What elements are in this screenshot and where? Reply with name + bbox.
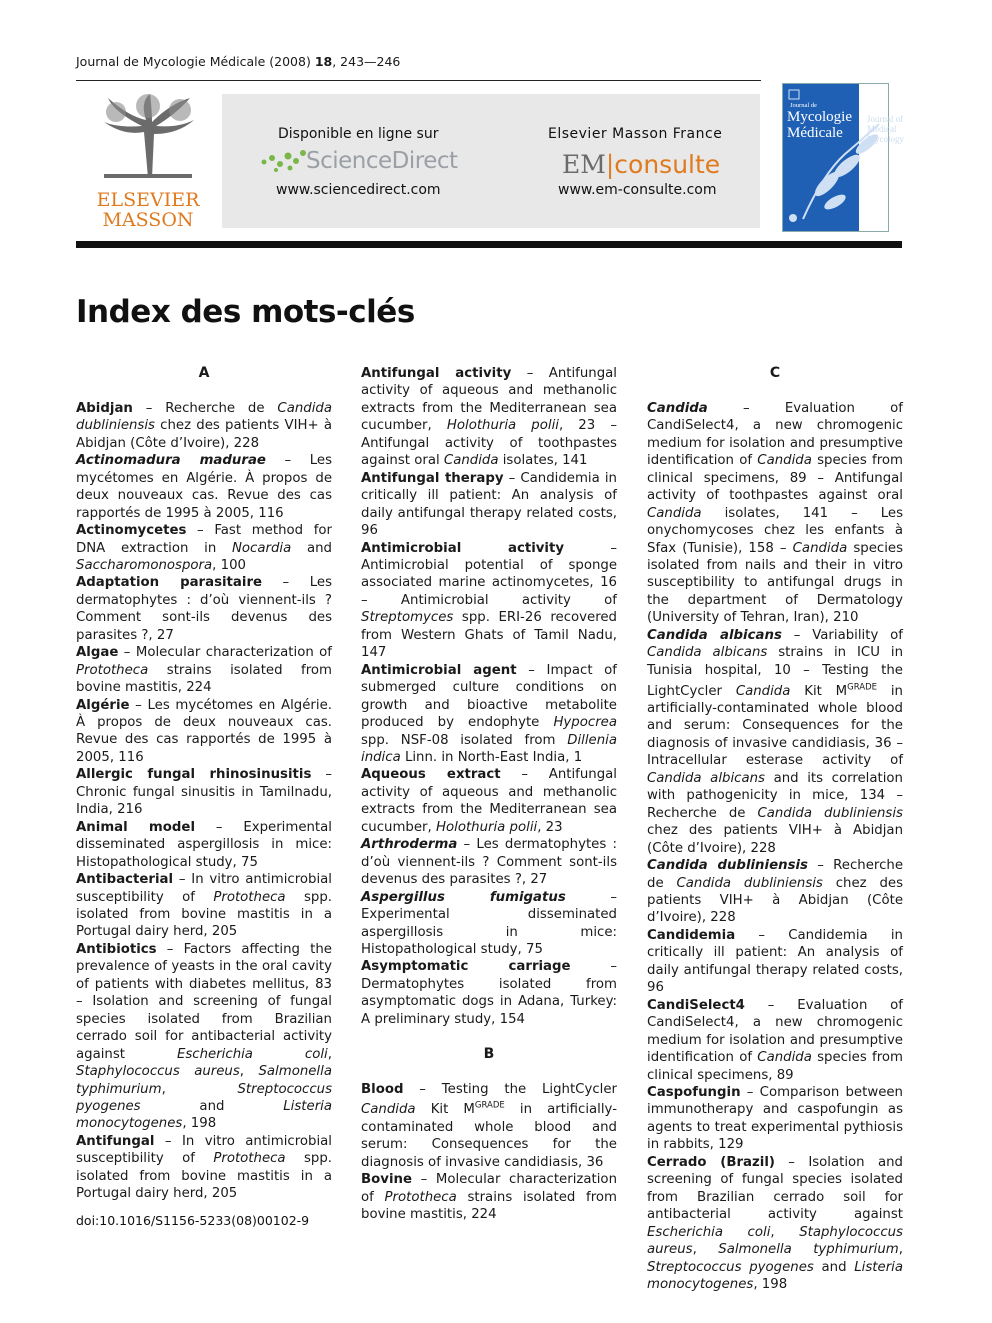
index-entry: Antifungal activity – Antifungal activity of aqueous and methanolic extracts from the Mediterranean sea cucumber, Holothuria polii, 23 – Antifungal activity of toothpastes against oral Candida isolates, 141 [361, 366, 617, 469]
index-entry: Antimicrobial agent – Impact of submerged culture conditions on growth and bioactive metabolite produced by endophyte Hypocrea spp. NSF-08 isolated from Dillenia indica Linn. in North-East India, 1 [361, 662, 617, 765]
index-entry: Antifungal – In vitro antimicrobial susceptibility of Prototheca spp. isolated from bovine mastitis in a Portugal dairy herd, 205 [76, 1133, 333, 1202]
logo-text-line2: MASSON [102, 209, 194, 231]
index-entry: Antibiotics – Factors affecting the prevalence of yeasts in the oral cavity of patients with diabetes mellitus, 83 – Isolation and screening of fungal species isolated from Brazilian cerrado soil for antibacterial activity against Escherichia coli, Staphylococcus aureus, Salmonella typhimurium, Streptococcus pyogenes and Listeria monocytogenes, 198 [76, 941, 332, 1132]
index-entry: Allergic fungal rhinosinusitis – Chronic fungal sinusitis in Tamilnadu, India, 216 [76, 767, 332, 818]
cover-english-title: Journal of Medical Mycology [867, 114, 904, 144]
index-entry: Cerrado (Brazil) – Isolation and screening of fungal species isolated from Brazilian cerrado soil for antibacterial activity against Escherichia coli, Staphylococcus aureus, Salmonella typhimurium, Streptococcus pyogenes and Listeria monocytogenes, 198 [647, 1154, 903, 1292]
section-letter: A [198, 365, 210, 381]
index-entry: Bovine – Molecular characterization of Prototheca strains isolated from bovine mastitis, 224 [361, 1172, 618, 1223]
index-entry: Blood – Testing the LightCycler Candida Kit $M^{GRADE}$ in artificially-contaminated whole blood and serum: Consequences for the diagnosis of invasive candidiasis, 36 [361, 1081, 617, 1170]
index-entry: CandiSelect4 – Evaluation of CandiSelect4, a new chromogenic medium for isolation and presumptive identification of Candida species from clinical specimens, 89 [647, 997, 903, 1083]
cover-small-title: Journal de [790, 102, 817, 109]
index-entry: Asymptomatic carriage – Dermatophytes isolated from asymptomatic dogs in Adana, Turkey: A preliminary study, 154 [361, 959, 617, 1027]
header-rule [76, 80, 761, 81]
index-entry: Actinomycetes – Fast method for DNA extraction in Nocardia and Saccharomonospora, 100 [76, 523, 332, 573]
index-entry: Candida dubliniensis – Recherche de Candida dubliniensis chez des patients VIH+ à Abidjan (Côte d’Ivoire), 228 [647, 858, 903, 926]
doi[interactable]: doi:10.1016/S1156-5233(08)00102-9 [76, 1213, 310, 1228]
index-entry: Animal model – Experimental disseminated aspergillosis in mice: Histopathological study, 75 [76, 819, 332, 870]
sd-url[interactable]: www.sciencedirect.com [276, 182, 441, 198]
index-entry: Antimicrobial activity – Antimicrobial potential of sponge associated marine actinomycetes, 16 – Antimicrobial activity of Streptomyces spp. ERI-26 recovered from Western Ghats of Tamil Nadu, 147 [361, 540, 617, 661]
index-entry: Antibacterial – In vitro antimicrobial susceptibility of Prototheca spp. isolated from bovine mastitis in a Portugal dairy herd, 205 [76, 872, 333, 940]
index-entry: Algérie – Les mycétomes en Algérie. À propos de deux nouveaux cas. Revue des cas rapportés de 1995 à 2005, 116 [76, 697, 332, 765]
index-entry: Candida albicans – Variability of Candida albicans strains in ICU in Tunisia hospital, 10 – Testing the LightCycler Candida Kit $M^{GRADE}$ in artificially-contaminated whole blood and serum: Consequences for the diagnosis of invasive candidiasis, 36 – Intracellular esterase activity of Candida albicans and its correlation with pathogenicity in mice, 134 – Recherche de Candida dubliniensis chez des patients VIH+ à Abidjan (Côte d’Ivoire), 228 [647, 627, 903, 856]
journal-citation: Journal de Mycologie Médicale (2008) 18, 243—246 [76, 54, 401, 69]
index-entry: Aqueous extract – Antifungal activity of aqueous and methanolic extracts from the Mediterranean sea cucumber, Holothuria polii, 23 [361, 767, 617, 835]
index-entry: Adaptation parasitaire – Les dermatophytes : d’où viennent-ils ? Comment sont-ils devenus des parasites ?, 27 [76, 575, 332, 643]
sd-brand: ScienceDirect [306, 148, 458, 174]
title-rule [76, 241, 902, 248]
section-letter: C [769, 365, 781, 381]
page-title: Index des mots-clés [76, 294, 415, 330]
elsevier-masson-logo [90, 90, 206, 232]
em-publisher-label: Elsevier Masson France [548, 126, 723, 142]
cover-main-title: Mycologie Médicale [787, 109, 852, 141]
availability-banner [222, 94, 760, 228]
index-entry: Arthroderma – Les dermatophytes : d’où viennent-ils ? Comment sont-ils devenus des parasites ?, 27 [361, 837, 617, 888]
elsevier-tree-icon [94, 92, 202, 180]
index-entry: Candida – Evaluation of CandiSelect4, a new chromogenic medium for isolation and presumptive identification of Candida species from clinical specimens, 89 – Antifungal activity of toothpastes against oral Candida isolates, 141 – Les onychomycoses chez les enfants à Sfax (Tunisie), 158 – Candida species isolated from nails and their in vitro susceptibility to antifungal drugs in the department of Dermatology (University of Tehran, Iran), 210 [647, 400, 903, 626]
index-column-2 [361, 365, 617, 1224]
section-letter: B [483, 1045, 495, 1062]
index-entry: Candidemia – Candidemia in critically ill patient: An analysis of daily antifungal therapy related costs, 96 [647, 927, 903, 996]
index-entry: Actinomadura madurae – Les mycétomes en Algérie. À propos de deux nouveaux cas. Revue des cas rapportés de 1995 à 2005, 116 [76, 453, 332, 521]
journal-cover [782, 83, 904, 232]
index-entry: Caspofungin – Comparison between immunotherapy and caspofungin as agents to treat experimental pythiosis in rabbits, 129 [647, 1084, 903, 1153]
index-column-1 [76, 365, 332, 1203]
index-entry: Aspergillus fumigatus – Experimental disseminated aspergillosis in mice: Histopathological study, 75 [361, 889, 617, 957]
index-entry: Algae – Molecular characterization of Prototheca strains isolated from bovine mastitis, 224 [76, 645, 332, 696]
index-entry: Antifungal therapy – Candidemia in critically ill patient: An analysis of daily antifungal therapy related costs, 96 [361, 470, 617, 539]
em-url[interactable]: www.em-consulte.com [558, 182, 717, 198]
index-column-3 [647, 365, 903, 1293]
logo-text-line1: ELSEVIER [96, 189, 200, 211]
sd-available-label: Disponible en ligne sur [278, 126, 439, 142]
em-consulte-logo: EM|consulte [562, 150, 721, 179]
index-entry: Abidjan – Recherche de Candida dubliniensis chez des patients VIH+ à Abidjan (Côte d’Ivoire), 228 [76, 400, 332, 451]
